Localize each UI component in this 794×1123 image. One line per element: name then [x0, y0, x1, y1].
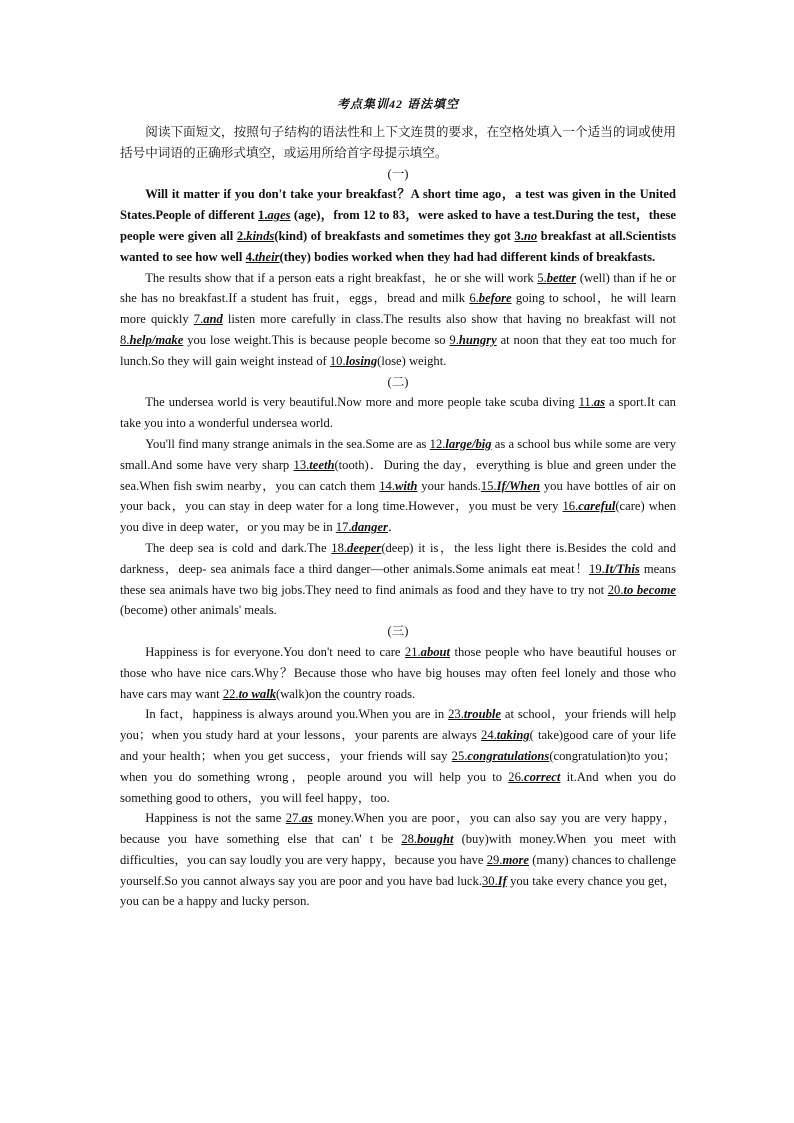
answer-blank [237, 229, 274, 243]
passage-text: Happiness is not the same [145, 811, 286, 826]
answer-blank [336, 520, 388, 534]
answer-blank [608, 583, 676, 597]
passage-paragraph [120, 538, 676, 621]
answer-blank [430, 437, 492, 451]
answer-blank [563, 499, 616, 513]
blank-number: 8. [120, 332, 130, 347]
blank-answer: their [255, 249, 280, 264]
passage-text: you lose weight.This is because people become so [183, 332, 450, 347]
blank-number: 18. [331, 540, 348, 555]
blank-number: 21. [404, 644, 421, 659]
blank-number: 4. [245, 249, 256, 264]
answer-blank [469, 291, 511, 305]
blank-answer: to become [623, 582, 677, 597]
answer-blank [379, 479, 417, 493]
blank-number: 12. [429, 436, 446, 451]
passage-text: The results show that if a person eats a right breakfast，he or she will work [145, 270, 538, 285]
passage-text: breakfast at all.Scientists wanted to see how well [120, 228, 676, 264]
passage-text: ( take)good care of your life and your health；when you get success，your friends will say [120, 728, 676, 763]
answer-blank [449, 333, 496, 347]
passage-text: those people who have beautiful houses or those who have nice cars.Why？Because those who have big houses may often feel lonely and those who have cars may want [120, 644, 677, 701]
answer-blank [246, 250, 280, 264]
blank-answer: kinds [246, 228, 275, 243]
blank-answer: If/When [496, 478, 540, 493]
passage-text: (care) when you dive in deep water，or you may be in [120, 499, 677, 535]
blank-answer: with [395, 478, 418, 493]
blank-number: 28. [401, 832, 418, 847]
blank-number: 5. [537, 270, 547, 285]
passage-text: (tooth)．During the day，everything is blue and green under the sea.When fish swim nearby，you can catch them [120, 457, 676, 493]
blank-number: 1. [258, 208, 268, 223]
blank-number: 20. [607, 582, 624, 597]
blank-answer: trouble [463, 707, 501, 722]
answer-blank [331, 541, 381, 555]
blank-answer: careful [578, 499, 616, 514]
passage-text: at noon that they eat too much for lunch.So they will gain weight instead of [120, 332, 676, 368]
section-heading: (一) [387, 166, 409, 181]
passage-paragraph [120, 704, 676, 808]
passage-text: (many) chances to challenge yourself.So you cannot always say you are poor and you have bad luck. [120, 852, 677, 888]
blank-number: 26. [508, 769, 525, 784]
passage-text: You'll find many strange animals in the sea.Some are as [145, 436, 430, 451]
answer-blank [579, 395, 605, 409]
blank-number: 29. [486, 852, 503, 867]
passage-text: going to school，he will learn more quickly [120, 291, 676, 327]
passage-text: means these sea animals have two big jobs.They need to find animals as food and they have to try not [120, 561, 677, 597]
blank-answer: hungry [458, 332, 497, 347]
section-heading: (二) [387, 374, 409, 389]
blank-number: 27. [285, 811, 302, 826]
passage-paragraph [120, 434, 676, 538]
blank-answer: congratulations [467, 748, 550, 763]
passage-text: (become) other animals' meals. [120, 603, 277, 618]
blank-number: 14. [379, 478, 395, 493]
page-title: 考点集训42 语法填空 [336, 97, 459, 111]
blank-number: 3. [514, 228, 524, 243]
blank-answer: danger [351, 520, 388, 535]
blank-number: 30. [481, 873, 498, 888]
blank-answer: as [301, 811, 313, 826]
blank-number: 7. [193, 312, 204, 327]
answer-blank [514, 229, 537, 243]
answer-blank [294, 458, 335, 472]
blank-number: 19. [589, 561, 605, 576]
answer-blank [589, 562, 640, 576]
passage-paragraph [120, 392, 676, 434]
passage-text: In fact，happiness is always around you.When you are in [145, 707, 449, 722]
blank-number: 6. [469, 291, 479, 306]
answer-blank [487, 853, 529, 867]
passage-text: (deep) it is，the less light there is.Besides the cold and darkness，deep- sea animals face a third danger—other animals.Some animals eat meat！ [120, 540, 676, 576]
answer-blank [223, 687, 276, 701]
passage-text: (congratulation)to you；when you do something wrong，people around you will help you to [120, 748, 676, 784]
passage-text: it.And when you do something good to others，you will feel happy，too. [120, 769, 676, 805]
blank-number: 11. [578, 395, 594, 410]
answer-blank [258, 208, 291, 222]
passage-text: (well) than if he or she has no breakfast.If a student has fruit，eggs，bread and milk [120, 270, 676, 306]
passage-paragraph [120, 808, 676, 912]
passage-text: you have bottles of air on your back，you can stay in deep water for a long time.However，you must be very [120, 478, 676, 514]
blank-number: 17. [335, 520, 352, 535]
blank-number: 25. [451, 748, 468, 763]
blank-answer: teeth [309, 457, 335, 472]
blank-number: 2. [236, 228, 247, 243]
answer-blank [537, 271, 576, 285]
blank-answer: If [497, 873, 507, 888]
answer-blank [194, 312, 223, 326]
worksheet-page [120, 96, 676, 912]
blank-answer: more [502, 852, 530, 867]
passage-text: ． [387, 520, 401, 535]
passage-text: The undersea world is very beautiful.Now more and more people take scuba diving [145, 395, 579, 410]
blank-answer: better [546, 270, 577, 285]
blank-number: 24. [481, 728, 497, 743]
passage-paragraph [120, 184, 676, 267]
passage-text: as a school bus while some are very small.And some have very sharp [120, 436, 676, 472]
answer-blank [481, 479, 540, 493]
answer-blank [401, 832, 453, 846]
passage-text: a sport.It can take you into a wonderful undersea world. [120, 395, 676, 431]
passage-paragraph [120, 268, 676, 372]
passage-text: your hands. [417, 478, 481, 493]
passage-text: money.When you are poor，you can also say you are very happy，because you have something else that can' t be [120, 811, 676, 847]
answer-blank [286, 811, 313, 825]
passage-text: (lose) weight. [377, 353, 447, 368]
blank-number: 15. [480, 478, 497, 493]
blank-answer: help/make [129, 332, 184, 347]
answer-blank [481, 728, 530, 742]
answer-blank [508, 770, 560, 784]
blank-number: 10. [329, 353, 346, 368]
passage-paragraph [120, 642, 676, 704]
blank-number: 22. [222, 686, 239, 701]
passage-text: (they) bodies worked when they had had different kinds of breakfasts. [279, 249, 656, 264]
blank-answer: losing [345, 353, 378, 368]
answer-blank [482, 874, 507, 888]
blank-number: 9. [449, 332, 459, 347]
passage-text: The deep sea is cold and dark.The [145, 540, 332, 555]
passage-sections [120, 164, 676, 913]
blank-answer: as [593, 395, 606, 410]
blank-answer: deeper [347, 540, 382, 555]
passage-text: (buy)with money.When you meet with difficulties，you can say loudly you are very happy，because you have [120, 832, 676, 867]
passage-text: you take every chance you get，you can be a happy and lucky person. [120, 873, 677, 909]
blank-answer: and [203, 312, 223, 327]
blank-number: 16. [562, 499, 579, 514]
passage-text: listen more carefully in class.The results also show that having no breakfast will not [222, 312, 676, 327]
blank-answer: no [523, 228, 538, 243]
answer-blank [330, 354, 377, 368]
blank-number: 13. [293, 457, 310, 472]
answer-blank [452, 749, 550, 763]
answer-blank [120, 333, 183, 347]
blank-answer: large/big [445, 436, 492, 451]
passage-text: Happiness is for everyone.You don't need to care [145, 644, 405, 659]
blank-answer: bought [417, 832, 454, 847]
blank-answer: It/This [604, 561, 640, 576]
blank-number: 23. [448, 707, 464, 722]
passage-text: Will it matter if you don't take your breakfast？A short time ago，a test was given in the United States.People of different [120, 187, 676, 223]
answer-blank [405, 645, 450, 659]
blank-answer: about [420, 644, 451, 659]
section-heading: (三) [387, 624, 409, 639]
answer-blank [448, 707, 501, 721]
blank-answer: taking [496, 728, 530, 743]
blank-answer: ages [267, 208, 291, 223]
blank-answer: correct [524, 769, 561, 784]
passage-text: (age)，from 12 to 83，were asked to have a test.During the test，these people were given all [120, 208, 677, 243]
instructions: 阅读下面短文，按照句子结构的语法性和上下文连贯的要求，在空格处填入一个适当的词或使用括号中词语的正确形式填空，或运用所给首字母提示填空。 [120, 125, 676, 160]
passage-text: (walk)on the country roads. [276, 686, 416, 701]
blank-answer: before [478, 291, 512, 306]
passage-text: at school，your friends will help you；when you study hard at your lessons，your parents are always [120, 707, 676, 743]
passage-text: (kind) of breakfasts and sometimes they got [274, 228, 515, 243]
blank-answer: to walk [238, 686, 276, 701]
